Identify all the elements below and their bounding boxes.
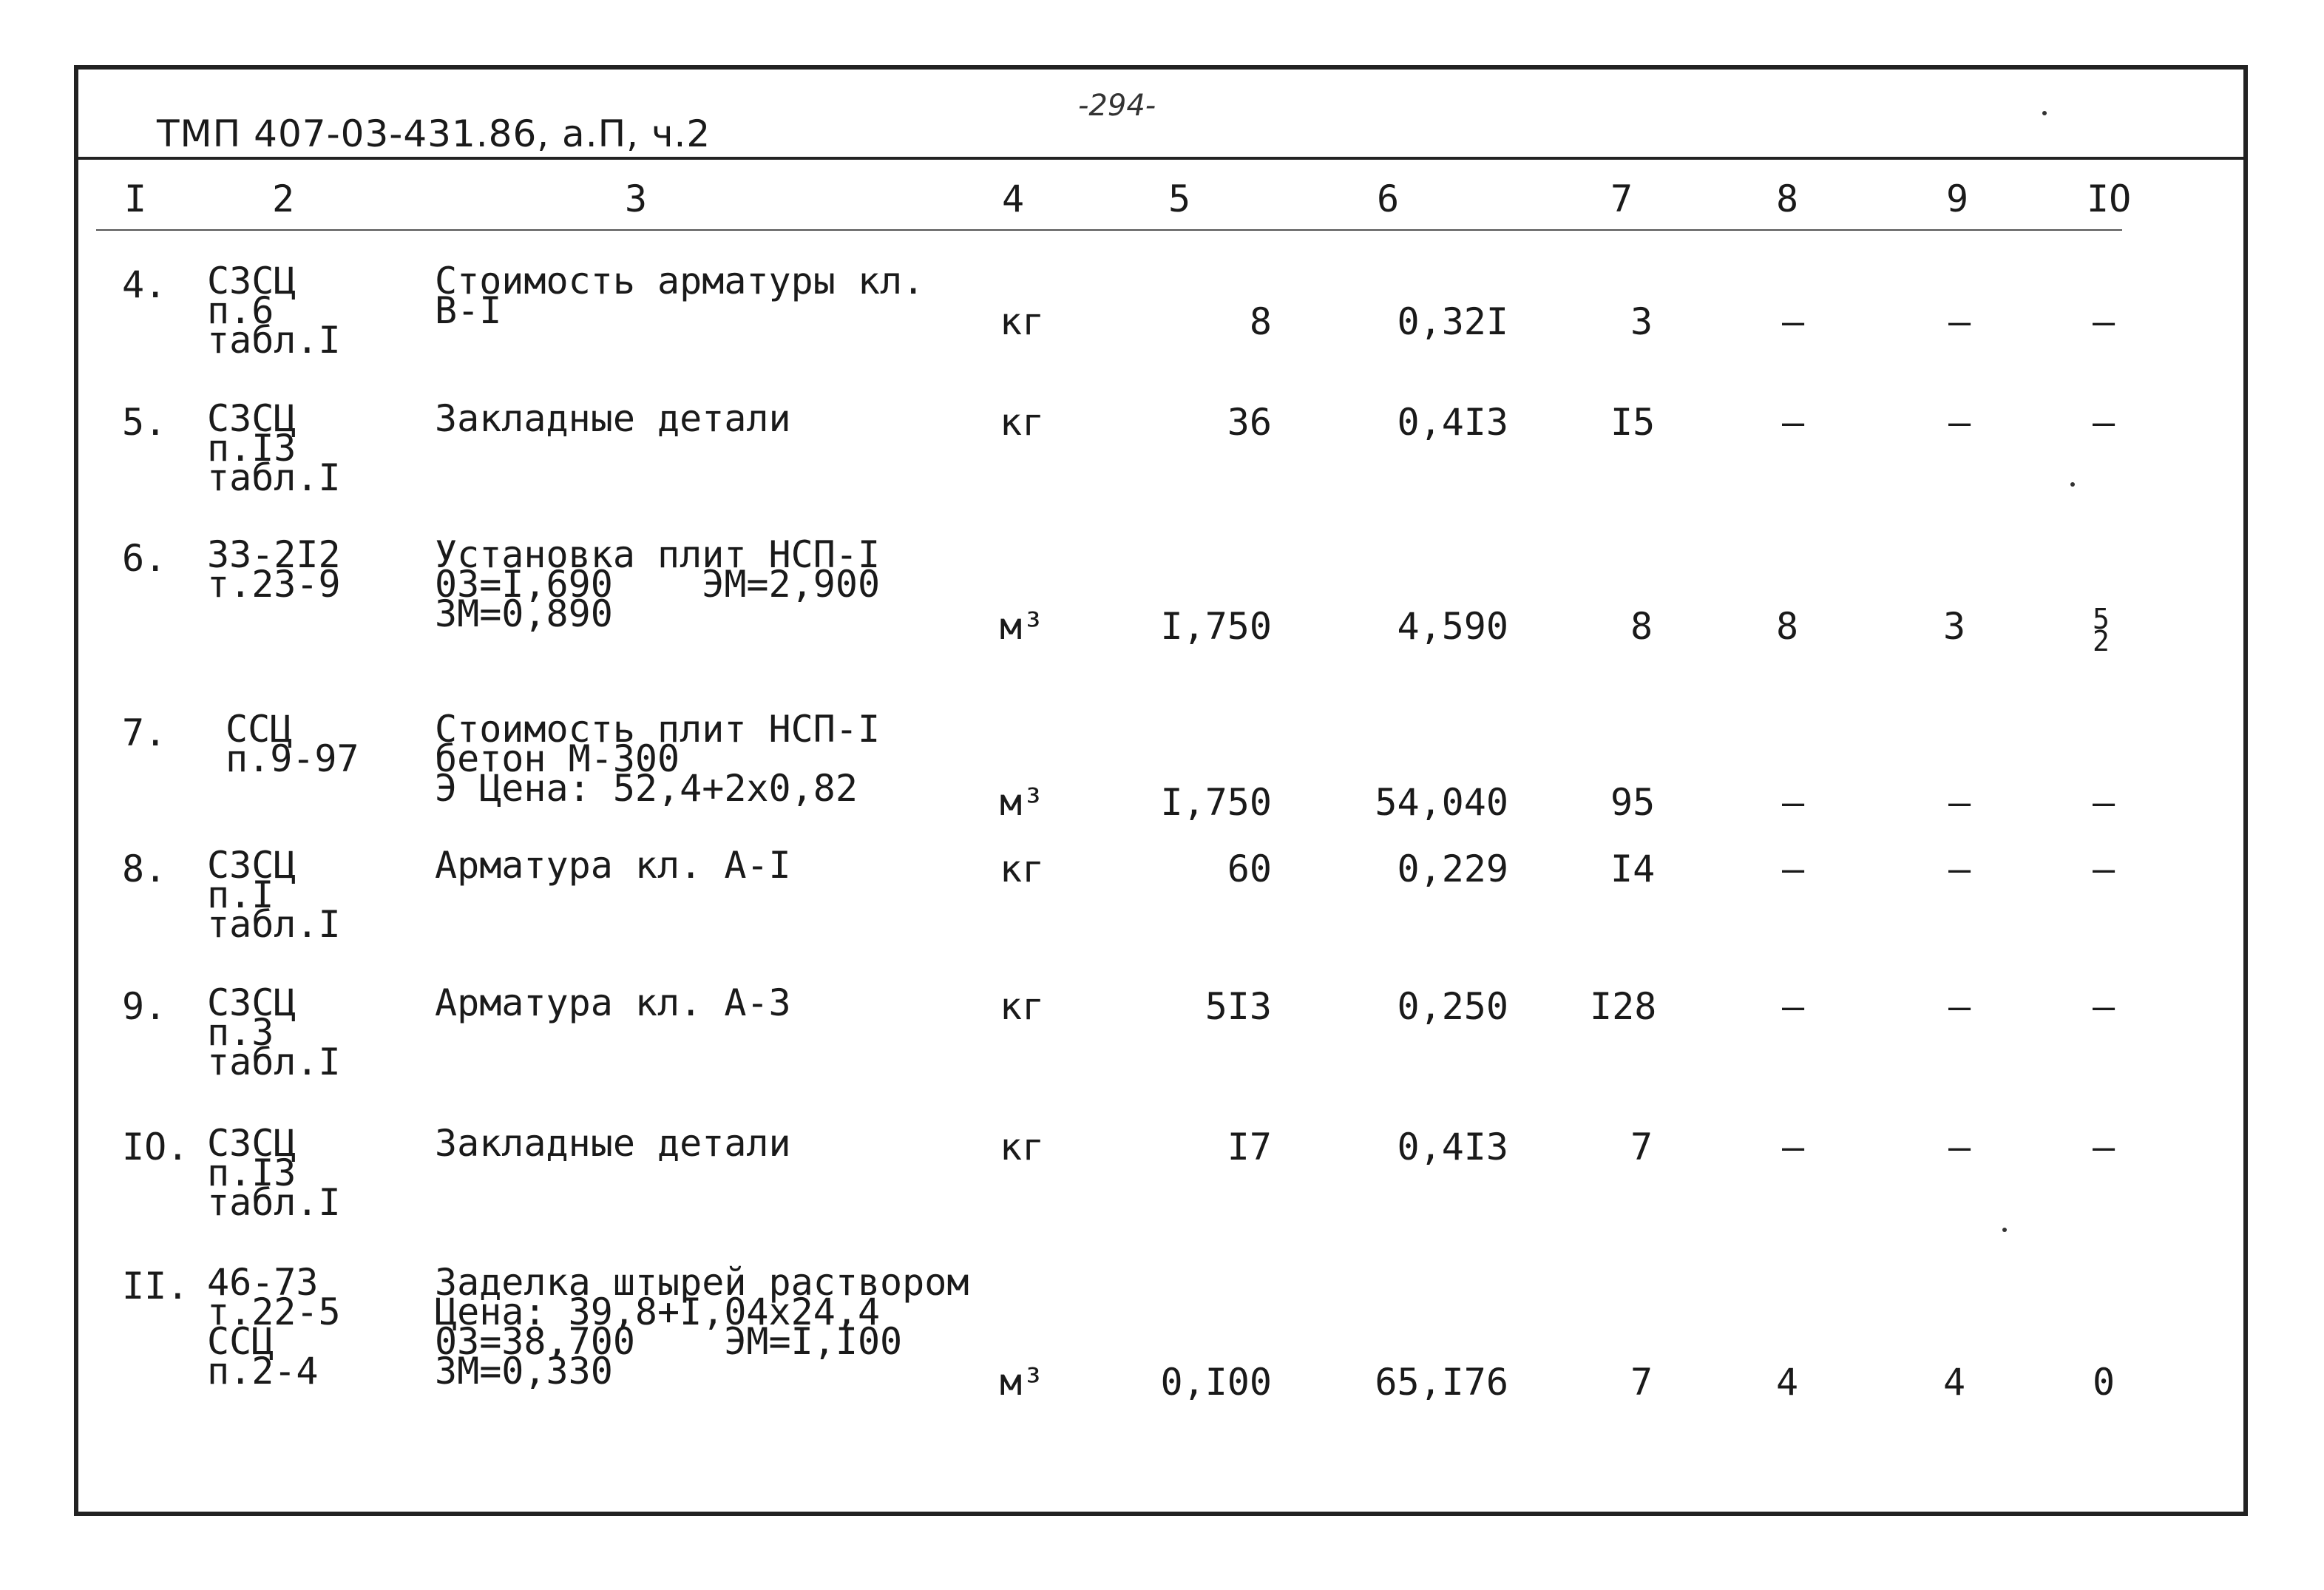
row-col8: – xyxy=(1782,300,1805,343)
row-unit: кг xyxy=(1000,300,1045,343)
row-unit: м³ xyxy=(1000,1361,1045,1404)
row-col8: – xyxy=(1782,985,1805,1028)
row-col8: – xyxy=(1782,848,1805,890)
column-header-6: 6 xyxy=(1377,177,1400,220)
row-quantity: 60 xyxy=(1227,848,1272,890)
column-header-2: 2 xyxy=(272,177,295,220)
row-description: Закладные детали xyxy=(435,397,791,440)
row-reference: 46-73 т.22-5 ССЦ п.2-4 xyxy=(207,1261,341,1393)
row-col10: – xyxy=(2093,300,2115,343)
row-description: Арматура кл. А-3 xyxy=(435,981,791,1024)
row-total: I4 xyxy=(1610,848,1656,890)
row-description: Заделка штырей раствором Цена: 39,8+I,04х24,4 03=38,700 ЭМ=I,I00 ЗМ=0,330 xyxy=(435,1261,969,1393)
row-number: 5. xyxy=(122,401,167,444)
row-col9: – xyxy=(1948,848,1971,890)
row-description: Арматура кл. А-I xyxy=(435,844,791,887)
row-unit-price: 65,I76 xyxy=(1375,1361,1508,1404)
row-col10: – xyxy=(2093,848,2115,890)
row-col10: – xyxy=(2093,1126,2115,1168)
row-unit-price: 4,590 xyxy=(1397,605,1508,648)
column-header-5: 5 xyxy=(1168,177,1191,220)
column-header-4: 4 xyxy=(1002,177,1025,220)
row-unit: кг xyxy=(1000,848,1045,890)
row-description: Стоимость арматуры кл. В-I xyxy=(435,260,925,332)
row-reference: СЗСЦ п.6 табл.I xyxy=(207,260,341,362)
row-col9: – xyxy=(1948,781,1971,824)
row-col9: – xyxy=(1948,1126,1971,1168)
row-quantity: 36 xyxy=(1227,401,1272,444)
row-col9: – xyxy=(1948,401,1971,444)
column-header-9: 9 xyxy=(1946,177,1969,220)
row-total: 7 xyxy=(1630,1126,1653,1168)
row-total: 3 xyxy=(1630,300,1653,343)
row-quantity: 8 xyxy=(1249,300,1272,343)
row-reference: СЗСЦ п.3 табл.I xyxy=(207,981,341,1083)
row-number: 9. xyxy=(122,985,167,1028)
header-rule xyxy=(74,157,2248,160)
row-unit-price: 0,250 xyxy=(1397,985,1508,1028)
row-total: 8 xyxy=(1630,605,1653,648)
row-total: 7 xyxy=(1630,1361,1653,1404)
column-header-1: I xyxy=(124,177,147,220)
row-description: Стоимость плит НСП-I бетон М-300 Э Цена: 52,4+2х0,82 xyxy=(435,708,881,810)
row-col10: 5 2 xyxy=(2093,603,2110,658)
row-reference: ССЦ п.9-97 xyxy=(226,708,359,780)
row-description: Установка плит НСП-I 03=I,690 ЭМ=2,900 ЗМ=0,890 xyxy=(435,533,881,635)
row-reference: СЗСЦ п.I3 табл.I xyxy=(207,1122,341,1224)
row-col8: – xyxy=(1782,401,1805,444)
page-number: -294- xyxy=(1078,89,1156,123)
row-number: II. xyxy=(122,1265,189,1307)
row-reference: СЗСЦ п.I3 табл.I xyxy=(207,397,341,499)
row-quantity: I,750 xyxy=(1160,605,1272,648)
scan-speck xyxy=(2070,482,2075,487)
row-unit: м³ xyxy=(1000,605,1045,648)
row-unit: кг xyxy=(1000,401,1045,444)
row-total: I28 xyxy=(1590,985,1657,1028)
document-code: ТМП 407-03-431.86, а.П, ч.2 xyxy=(157,112,711,155)
row-col8: – xyxy=(1782,1126,1805,1168)
row-reference: 33-2I2 т.23-9 xyxy=(207,533,341,606)
row-unit-price: 0,4I3 xyxy=(1397,401,1508,444)
row-total: I5 xyxy=(1610,401,1656,444)
column-header-7: 7 xyxy=(1610,177,1633,220)
row-col10: – xyxy=(2093,781,2115,824)
column-header-rule xyxy=(96,229,2122,231)
scan-speck xyxy=(2002,1228,2007,1232)
row-unit-price: 0,229 xyxy=(1397,848,1508,890)
row-unit: кг xyxy=(1000,985,1045,1028)
column-header-8: 8 xyxy=(1776,177,1799,220)
row-col9: – xyxy=(1948,985,1971,1028)
row-col8: 8 xyxy=(1776,605,1799,648)
row-quantity: 0,I00 xyxy=(1160,1361,1272,1404)
scan-speck xyxy=(2042,111,2047,115)
row-total: 95 xyxy=(1610,781,1656,824)
row-unit-price: 0,4I3 xyxy=(1397,1126,1508,1168)
row-quantity: I,750 xyxy=(1160,781,1272,824)
row-quantity: 5I3 xyxy=(1205,985,1272,1028)
row-col10: 0 xyxy=(2093,1361,2115,1404)
row-number: 8. xyxy=(122,848,167,890)
row-col9: 4 xyxy=(1943,1361,1966,1404)
column-header-10: IO xyxy=(2087,177,2132,220)
row-unit: кг xyxy=(1000,1126,1045,1168)
row-unit-price: 0,32I xyxy=(1397,300,1508,343)
row-col10: – xyxy=(2093,985,2115,1028)
row-description: Закладные детали xyxy=(435,1122,791,1165)
row-col9: 3 xyxy=(1943,605,1966,648)
column-header-3: 3 xyxy=(625,177,648,220)
row-number: 7. xyxy=(122,711,167,754)
row-quantity: I7 xyxy=(1227,1126,1272,1168)
row-number: 6. xyxy=(122,537,167,580)
row-col8: 4 xyxy=(1776,1361,1799,1404)
row-col10: – xyxy=(2093,401,2115,444)
row-unit: м³ xyxy=(1000,781,1045,824)
row-col9: – xyxy=(1948,300,1971,343)
row-reference: СЗСЦ п.I табл.I xyxy=(207,844,341,946)
row-number: IO. xyxy=(122,1126,189,1168)
row-unit-price: 54,040 xyxy=(1375,781,1508,824)
row-number: 4. xyxy=(122,263,167,306)
row-col8: – xyxy=(1782,781,1805,824)
